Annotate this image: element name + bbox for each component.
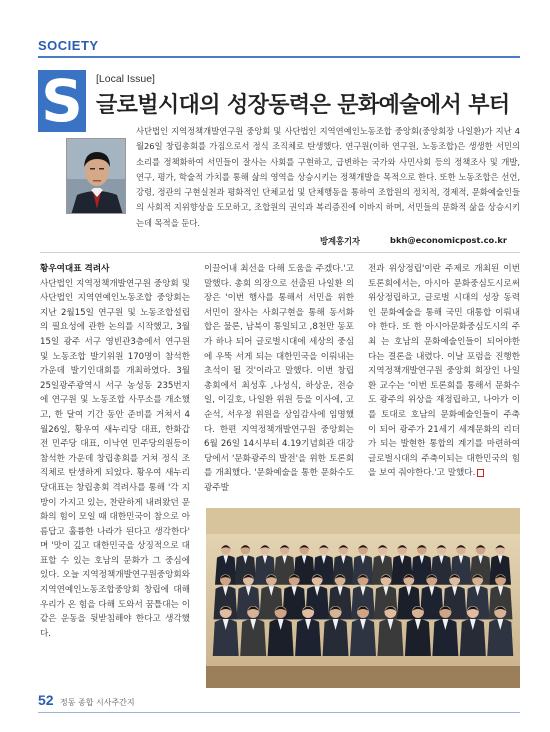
footer-divider — [38, 712, 520, 713]
byline-email-link[interactable]: bkh@economicpost.co.kr — [390, 235, 507, 245]
section-label: SOCIETY — [38, 38, 99, 53]
column-1-text: 사단법인 지역정책개발연구원 중앙회 및 사단법인 지역연예인노동조합 중앙회는 지난 2월15일 연구원 및 노동조합설립의 필요성에 관한 논의를 시작했고, 3월15일 광주 서구 영빈관3층에서 연구원 및 노동조합 발기위원 170명이 참석한 가운데 발기인대회를 개최하였다. 3월25일광주광역시 서구 농성동 235번지에 연구원 및 노동조합 사무소를 개소했고, 한 달여 기간 동안 준비를 거쳐서 4월26일, 황우여 새누리당 대표, 한화갑 전 민주당 대표, 이낙연 민주당의원등이 참석한 가운데 창립총회를 거쳐 정식 조직체로 탄생하게 되었다. 황우여 새누리당대표는 창립총회 격려사를 통해 '각 지방이 가지고 있는, 찬란하게 내려왔던 문화의 힘이 모일 때 대한민국이 참으로 아름답고 훌륭한 나라가 된다고 생각한다' 며 '맛이 깊고 대한민국을 상징적으로 대표할 수 있는 호남의 문화가 그 중심에 있다. 오늘 지역정책개발연구원중앙회와 지역연예인노동조합중앙회 창립에 대해 우리가 온 힘을 다해 도와서 꿈틀대는 이 같은 운동을 뒷받침해야 한다고 생각했다. — [40, 278, 190, 639]
page-number: 52 — [38, 692, 54, 708]
body-divider — [40, 252, 520, 253]
column-2-text: 이끌어내 최선을 다해 도움을 주겠다.'고 말했다. 총회 의장으로 선출된 나일환 의장은 '이번 행사를 통해서 서민을 위한 서민이 잘사는 사회구현을 통해 동서화합은 물론, 남북이 통일되고 ,8천만 동포가 하나 되어 글로벌시대에 세상의 중심에 우뚝 서게 되는 대한민국을 이뤄내는 초석이 될 것'이라고 말했다. 이번 창립총회에서 최성후 ,나성식, 하상운, 전승일, 이길호, 나일환 위원 등을 이사에, 고순석, 서우정 위원을 상임감사에 임명했다. 한편 지역정책개발연구원 중앙회는 6월 26일 14시부터 4.19기념회관 대강당에서 '문화광주의 발전'을 위한 토론회를 개최했다. '문화예술을 통한 문화수도 광주발 — [204, 264, 354, 493]
drop-letter-badge: S — [38, 70, 86, 132]
section-divider — [38, 56, 520, 58]
article-byline: 방계홍기자 — [320, 236, 361, 246]
group-photo — [206, 508, 520, 688]
portrait-photo — [66, 138, 126, 214]
article-headline: 글로벌시대의 성장동력은 문화예술에서 부터 — [96, 93, 510, 118]
end-mark-icon — [477, 469, 484, 477]
portrait-image — [67, 139, 126, 214]
body-column-2 — [204, 262, 354, 496]
body-column-1 — [40, 262, 190, 641]
issue-tag: [Local Issue] — [96, 73, 155, 85]
footer-publication: 정동 종합 시사주간지 — [60, 698, 135, 707]
intro-text: 사단법인 지역정책개발연구원 중앙회 및 사단법인 지역연예인노동조합 중앙회(중앙회장 나일환)가 지난 4월26일 창립총회를 가짐으로서 정식 조직체로 탄생했다. 연구원(이하 연구원, 노동조합)은 생생한 서민의 소리를 정책화하여 서민들이 잘사는 사회를 구현하고, 급변하는 국가와 사민사회 등의 정책조사 및 개발, 연구, 평가, 학술적 가치를 통해 삶의 영역을 상승시키는 정책개발을 목적으로 한다. 또한 노동조합은 선언, 강령, 정관의 구현실천과 평화적인 단체교섭 및 단체행동을 통하여 조합원의 정치적, 경제적, 문화예술인들의 사회적 지위향상을 도모하고, 조합원의 권익과 복리증진에 이바지 하며, 서민들의 문화적 삶을 상승시키는데 목적을 둔다. — [136, 126, 520, 228]
body-column-3 — [368, 262, 520, 481]
column-3-text: 전과 위상정립'이란 주제로 개최된 이번 토론회에서는, 아시아 문화중심도시로써 위상정립하고, 글로벌 시대의 성장 동력인 문화예술을 통해 국민 대통합 이뤄내야 한다. 또 한 아시아문화중심도시의 주최 는 호남의 문화예술인들이 되어야한다는 결론을 내렸다. 이날 포럼을 진행한 지역정책개발연구원 중앙회 회장인 나일환 교수는 '이번 토론회를 통해서 문화수도 광주의 위상을 재정립하고, 나아가 이를 토대로 호남의 문화예술인들이 주축이 되어 광주가 21세기 세계문화의 리더가 되는 발현한 통합의 계기를 마련하여 글로벌시대의 주축이되는 대한민국의 힘을 보여 줘야한다.'고 말했다. — [368, 264, 520, 479]
body-subheading: 황우여대표 격려사 — [40, 264, 110, 274]
group-photo-image — [206, 508, 520, 688]
